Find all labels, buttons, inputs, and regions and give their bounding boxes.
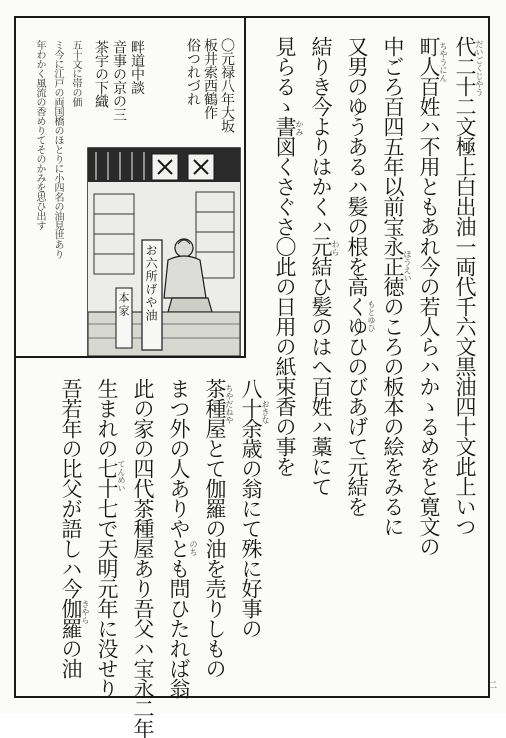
reading-gloss: きやら <box>81 600 90 624</box>
main-text-column: 結りき今よりはかくハ元結ひ髪のはへ百姓ハ藁にて <box>309 36 333 496</box>
reading-gloss: のち <box>189 540 198 556</box>
inset-text-column: 板井索西鶴作 <box>202 38 218 119</box>
reading-gloss: ほうえい <box>403 250 412 282</box>
inset-note-column: 五十文に帯の価 <box>70 40 81 107</box>
reading-gloss: ちやうにん <box>439 42 448 82</box>
folio-number: 二 <box>486 680 496 689</box>
inset-note-column: 年わかく風流の香めりてそのかみを思ひ出す <box>34 40 45 230</box>
main-text-column: 町人百姓ハ不用ともあれ今の若人らハかゝるめをと寛文の <box>417 36 441 556</box>
reading-gloss: かみ <box>295 120 304 136</box>
woodblock-illustration <box>88 148 240 356</box>
main-text-column: 吾若年の比父が語しハ今伽羅の油 <box>59 378 83 678</box>
inset-text-column: 音事の京の三 <box>111 40 127 121</box>
inset-note-column: ミ今に江戸の両国橋のほとりに小四名の油見世あり <box>52 40 63 259</box>
main-text-column: まつ外の人ありやとも問ひたれば翁 <box>167 378 191 698</box>
reading-gloss: ちやだねや <box>225 384 234 424</box>
small-signboard-text: 本家 <box>117 292 130 318</box>
reading-gloss: おきな <box>261 400 270 424</box>
main-text-column: 生まれの七十七で天明元年に没せり <box>95 378 119 698</box>
main-text-column: 中ごろ百四五年以前宝永正徳のころの板本の絵をみるに <box>381 36 405 536</box>
main-text-column: 代二十二文極上白出油一両代千六文黒油四十文此上いつ <box>453 36 477 536</box>
reading-gloss: わら <box>331 240 340 256</box>
reading-gloss: てんめい <box>117 460 126 492</box>
inset-text-column: 〇元禄八年大坂 <box>219 38 235 133</box>
main-text-column: 此の家の四代茶種屋あり吾父ハ宝永二年 <box>131 378 155 738</box>
main-text-column: 見らるゝ書図くさぐさ〇此の日用の紙束香の事を <box>273 36 297 476</box>
inset-text-column: 茶宇の下織 <box>93 40 109 108</box>
signboard-text: お六所げや油 <box>144 244 158 322</box>
reading-gloss: だいごくじやう <box>475 40 484 96</box>
main-text-column: 茶種屋とて伽羅の油を売りしもの <box>203 378 227 678</box>
main-text-column: 八十余歳の翁にて殊に好事の <box>239 378 263 638</box>
reading-gloss: もとゆひ <box>367 300 376 332</box>
main-text-column: 又男のゆうあるハ髪の根を高くゆひのびあげて元結を <box>345 36 369 516</box>
inset-text-column: 畔道中談 <box>129 40 145 94</box>
inset-text-column: 俗つれづれ <box>185 38 201 106</box>
